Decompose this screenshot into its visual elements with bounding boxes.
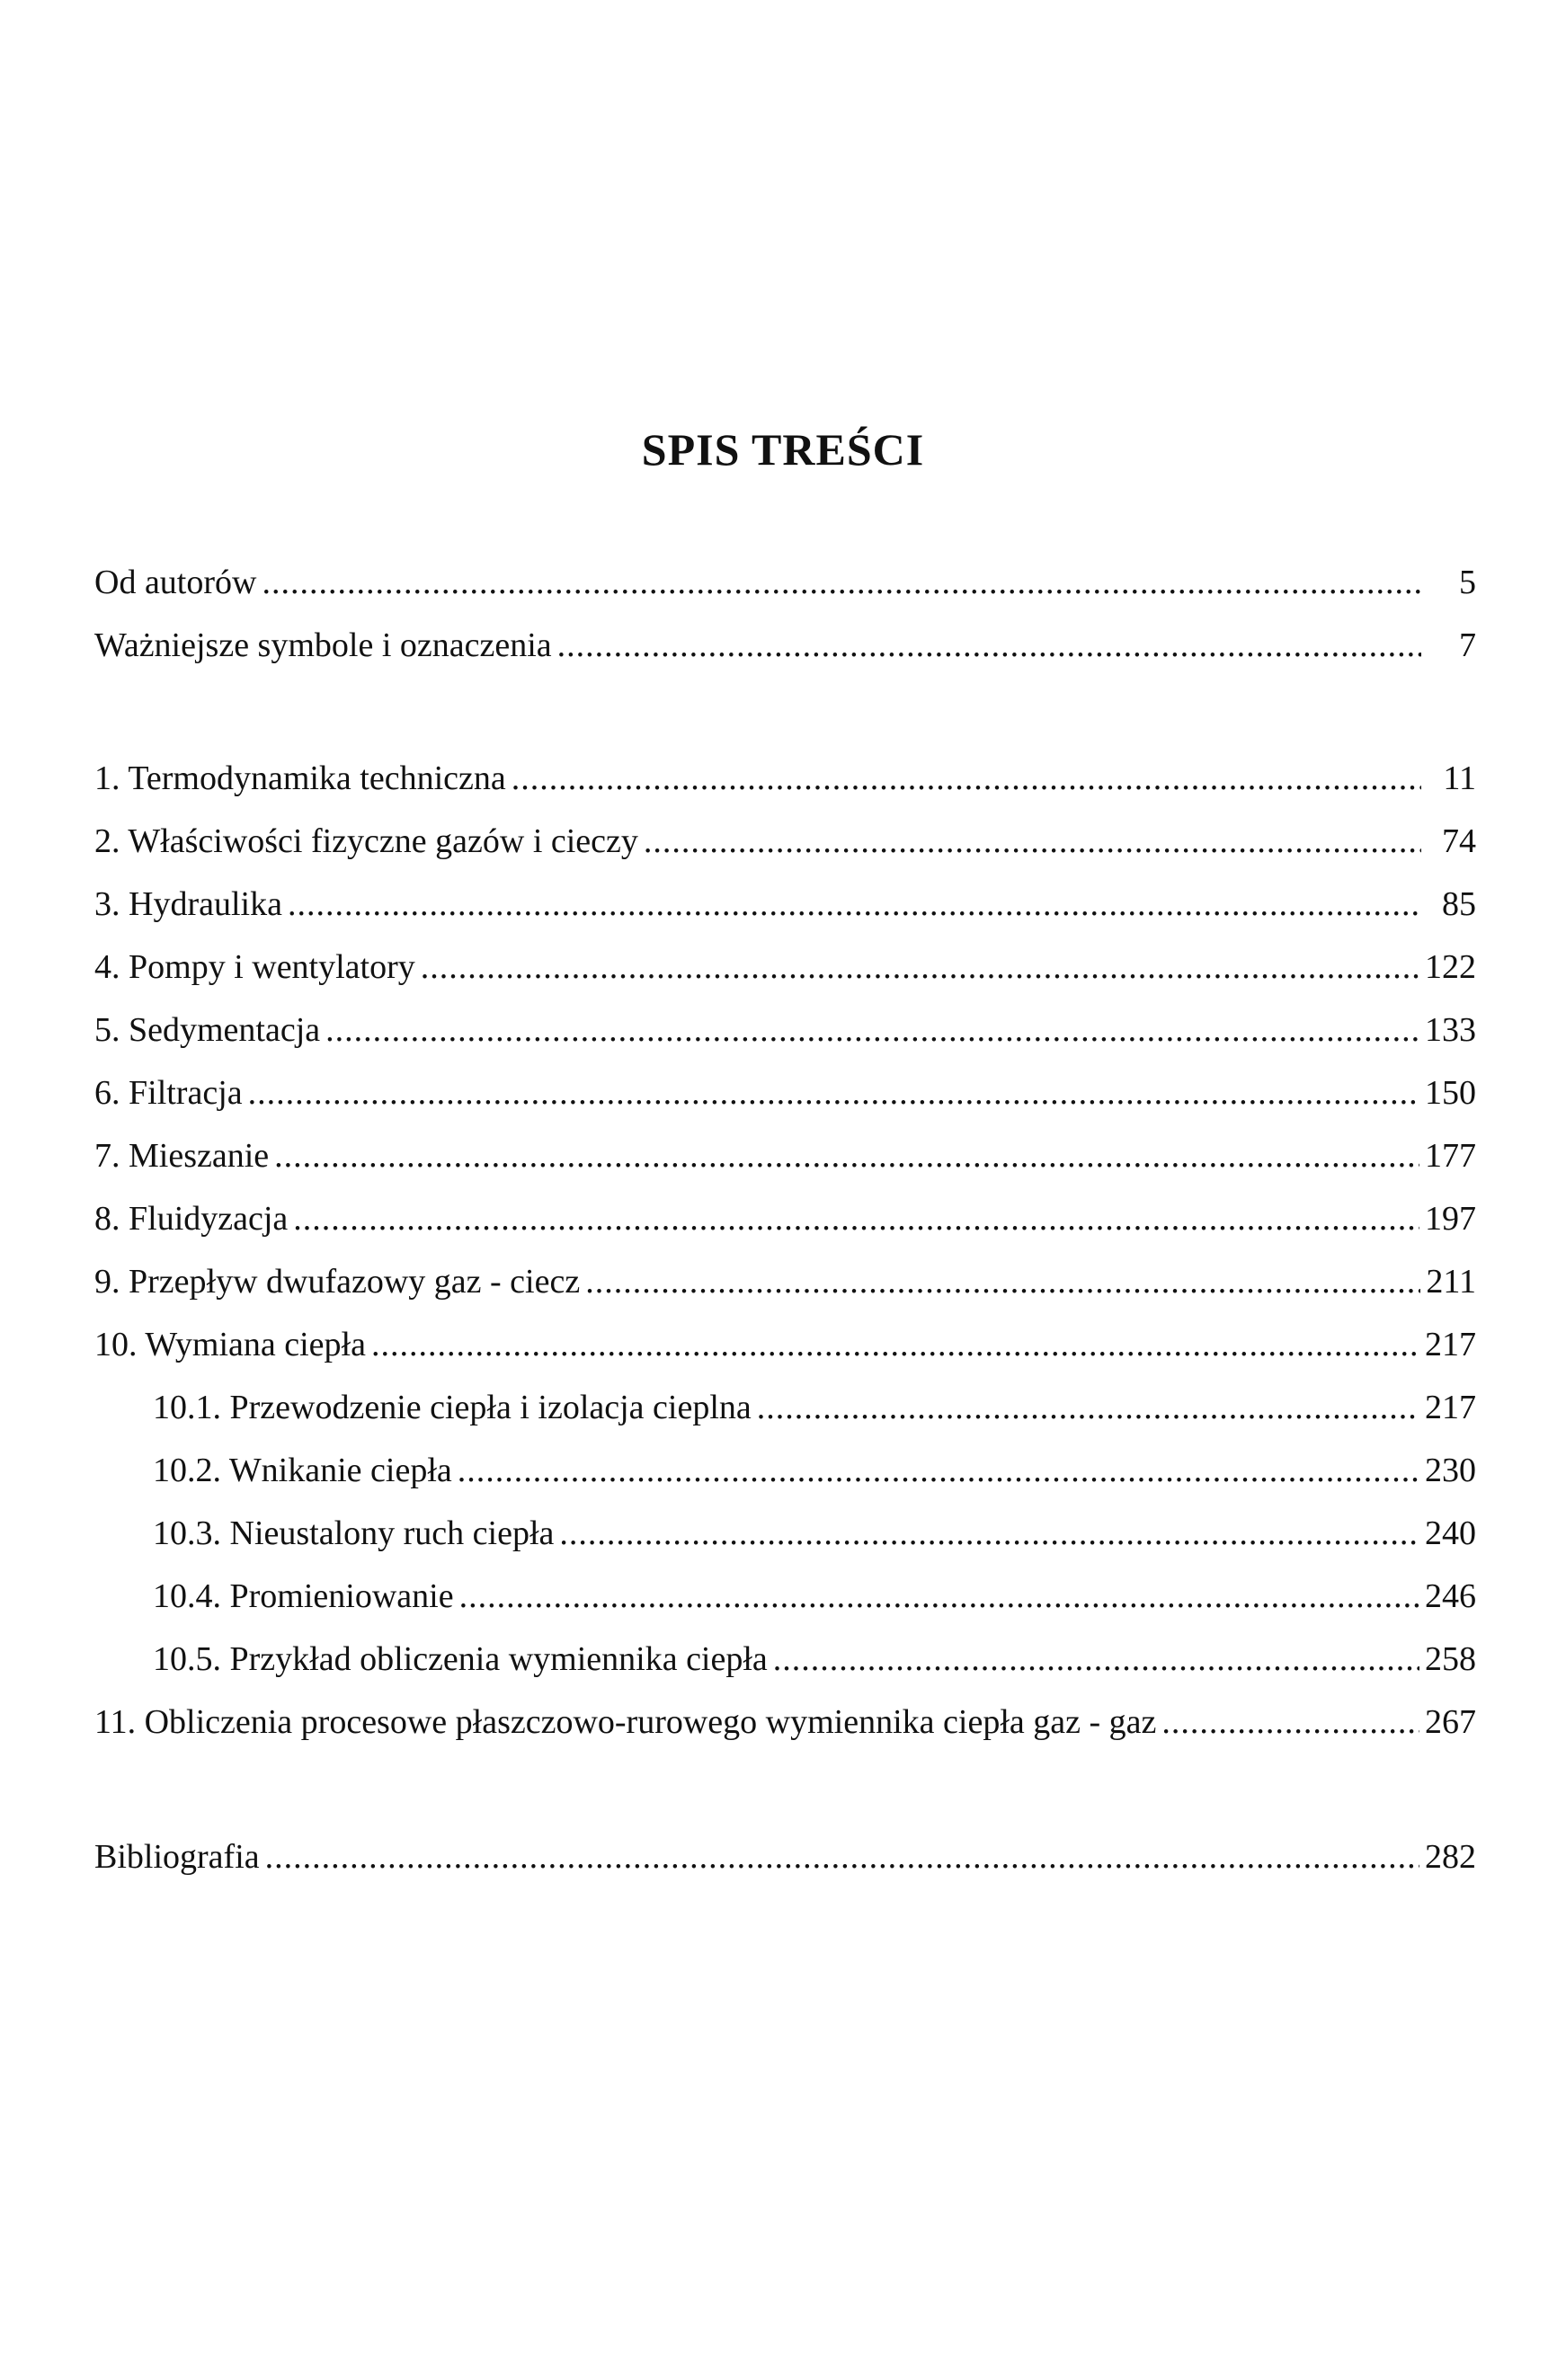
- toc-entry-chapter-3: [94, 872, 1476, 926]
- toc-entry-chapter-5: [94, 998, 1476, 1052]
- toc-entry-label: Ważniejsze symbole i oznaczenia: [94, 626, 552, 664]
- dot-leader: [757, 1386, 1419, 1429]
- toc-entry-chapter-6: [94, 1061, 1476, 1115]
- dot-leader: [557, 624, 1421, 667]
- dot-leader: [421, 946, 1419, 989]
- toc-entry-chapter-11: [94, 1690, 1476, 1744]
- dot-leader: [559, 1512, 1419, 1555]
- toc-entry-label: 10.5. Przykład obliczenia wymiennika ciepła: [153, 1640, 768, 1678]
- toc-entry-label: 11. Obliczenia procesowe płaszczowo-rurowego wymiennika ciepła gaz - gaz: [94, 1703, 1157, 1741]
- toc-entry-page: 282: [1425, 1838, 1476, 1876]
- toc-entry-chapter-4: [94, 935, 1476, 989]
- page-title: SPIS TREŚCI: [641, 424, 925, 475]
- toc-entry-chapter-10: [94, 1312, 1476, 1366]
- toc-entry-symbole: [94, 613, 1476, 667]
- toc-entry-label: 7. Mieszanie: [94, 1137, 270, 1175]
- toc-entry-chapter-2: [94, 809, 1476, 863]
- toc-entry-section-10-2: [153, 1438, 1476, 1492]
- toc-entry-page: 240: [1425, 1514, 1476, 1552]
- dot-leader: [274, 1134, 1419, 1177]
- dot-leader: [458, 1449, 1419, 1492]
- toc-entry-label: 4. Pompy i wentylatory: [94, 948, 415, 986]
- toc-entry-page: 7: [1459, 626, 1476, 664]
- toc-entry-chapter-1: [94, 746, 1476, 800]
- dot-leader: [585, 1260, 1420, 1303]
- toc-entry-page: 230: [1425, 1452, 1476, 1489]
- toc-entry-label: 6. Filtracja: [94, 1074, 243, 1112]
- toc-entry-section-10-4: [153, 1564, 1476, 1618]
- toc-entry-bibliografia: [94, 1825, 1476, 1878]
- dot-leader: [459, 1575, 1419, 1618]
- toc-entry-section-10-1: [153, 1375, 1476, 1429]
- toc-entry-label: 1. Termodynamika techniczna: [94, 759, 506, 797]
- toc-entry-section-10-3: [153, 1501, 1476, 1555]
- toc-entry-page: 211: [1426, 1263, 1476, 1301]
- toc-entry-page: 5: [1459, 564, 1476, 601]
- toc-entry-label: 9. Przepływ dwufazowy gaz - ciecz: [94, 1263, 581, 1301]
- toc-entry-page: 217: [1425, 1326, 1476, 1363]
- toc-entry-page: 258: [1425, 1640, 1476, 1678]
- toc-entry-label: 3. Hydraulika: [94, 885, 282, 923]
- dot-leader: [248, 1071, 1419, 1115]
- dot-leader: [512, 757, 1421, 800]
- toc-entry-section-10-5: [153, 1627, 1476, 1681]
- dot-leader: [265, 1835, 1419, 1878]
- toc-entry-label: Bibliografia: [94, 1838, 260, 1876]
- toc-entry-label: 10.3. Nieustalony ruch ciepła: [153, 1514, 555, 1552]
- dot-leader: [262, 561, 1421, 604]
- toc-entry-page: 133: [1425, 1011, 1476, 1049]
- toc-entry-page: 74: [1442, 822, 1476, 860]
- toc-entry-page: 177: [1425, 1137, 1476, 1175]
- toc-entry-label: 10.2. Wnikanie ciepła: [153, 1452, 452, 1489]
- toc-entry-chapter-9: [94, 1249, 1476, 1303]
- toc-entry-label: 10. Wymiana ciepła: [94, 1326, 366, 1363]
- toc-entry-label: Od autorów: [94, 564, 257, 601]
- toc-entry-page: 267: [1425, 1703, 1476, 1741]
- dot-leader: [773, 1638, 1419, 1681]
- toc-entry-page: 246: [1425, 1577, 1476, 1615]
- dot-leader: [325, 1008, 1419, 1052]
- toc-entry-page: 122: [1425, 948, 1476, 986]
- toc-entry-label: 10.4. Promieniowanie: [153, 1577, 454, 1615]
- toc-entry-label: 2. Właściwości fizyczne gazów i cieczy: [94, 822, 638, 860]
- toc-entry-page: 217: [1425, 1389, 1476, 1426]
- dot-leader: [371, 1323, 1419, 1366]
- toc-entry-chapter-7: [94, 1123, 1476, 1177]
- toc-entry-page: 85: [1442, 885, 1476, 923]
- dot-leader: [644, 820, 1421, 863]
- toc-entry-label: 8. Fluidyzacja: [94, 1200, 289, 1238]
- toc-entry-label: 10.1. Przewodzenie ciepła i izolacja cieplna: [153, 1389, 752, 1426]
- dot-leader: [288, 883, 1421, 926]
- toc-entry-chapter-8: [94, 1186, 1476, 1240]
- toc-entry-page: 150: [1425, 1074, 1476, 1112]
- toc-entry-page: 11: [1443, 759, 1476, 797]
- toc-entry-page: 197: [1425, 1200, 1476, 1238]
- dot-leader: [293, 1197, 1419, 1240]
- dot-leader: [1161, 1701, 1419, 1744]
- toc-entry-od-autorow: [94, 550, 1476, 604]
- toc-entry-label: 5. Sedymentacja: [94, 1011, 321, 1049]
